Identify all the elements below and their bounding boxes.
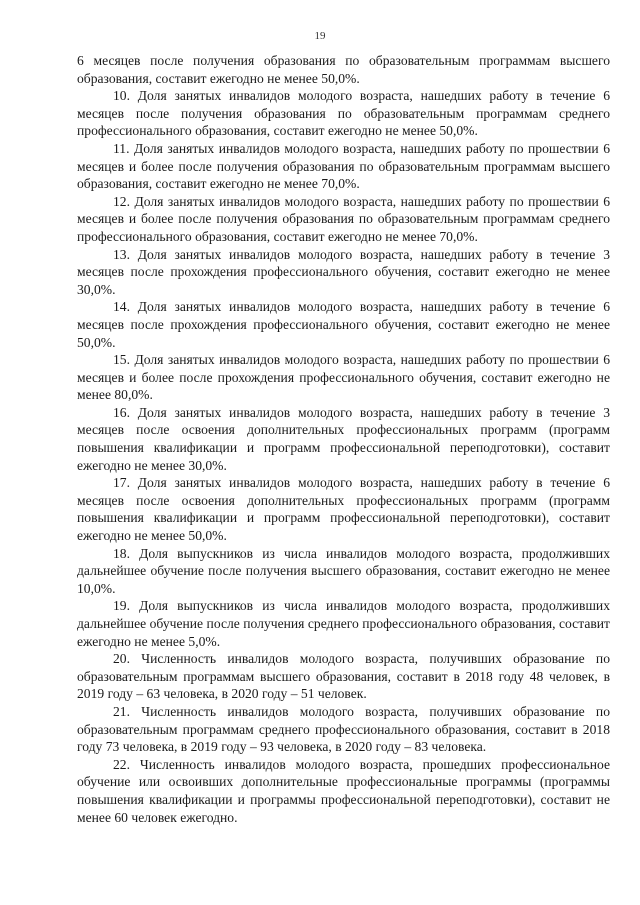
paragraph-item-21: 21. Численность инвалидов молодого возраста, получивших образование по образовательным программам среднего профессионального образования, составит в 2018 году 73 человека, в 2019 году – 93 человека, в 2020 году – 83 человека.: [77, 703, 610, 755]
paragraph-item-16: 16. Доля занятых инвалидов молодого возраста, нашедших работу в течение 3 месяцев после освоения дополнительных профессиональных программ (программ повышения квалификации и программ профессиональной переподготовки), составит ежегодно не менее 30,0%.: [77, 404, 610, 473]
paragraph-item-13: 13. Доля занятых инвалидов молодого возраста, нашедших работу в течение 3 месяцев после прохождения профессионального обучения, составит ежегодно не менее 30,0%.: [77, 246, 610, 297]
paragraph-continuation: 6 месяцев после получения образования по образовательным программам высшего образования, составит ежегодно не менее 50,0%.: [77, 53, 610, 86]
paragraph-item-18: 18. Доля выпускников из числа инвалидов молодого возраста, продолживших дальнейшее обучение после получения высшего образования, составит ежегодно не менее 10,0%.: [77, 545, 610, 596]
page-number: 19: [314, 30, 326, 42]
paragraph-item-20: 20. Численность инвалидов молодого возраста, получивших образование по образовательным программам высшего образования, составит в 2018 году 48 человек, в 2019 году – 63 человека, в 2020 году – 51 человек.: [77, 651, 610, 702]
paragraph-item-15: 15. Доля занятых инвалидов молодого возраста, нашедших работу по прошествии 6 месяцев и более после прохождения профессионального обучения, составит ежегодно не менее 80,0%.: [77, 352, 610, 403]
document-body: [77, 52, 610, 826]
paragraph-item-10: 10. Доля занятых инвалидов молодого возраста, нашедших работу в течение 6 месяцев после получения образования по образовательным программам среднего профессионального образования, составит ежегодно не менее 50,0%.: [77, 88, 610, 139]
paragraph-item-19: 19. Доля выпускников из числа инвалидов молодого возраста, продолживших дальнейшее обучение после получения среднего профессионального образования, составит ежегодно не менее 5,0%.: [77, 598, 610, 649]
paragraph-item-22: 22. Численность инвалидов молодого возраста, прошедших профессиональное обучение или освоивших дополнительные профессиональные программы (программы повышения квалификации и программы профессиональной переподготовки), составит не менее 60 человек ежегодно.: [77, 756, 610, 825]
paragraph-item-12: 12. Доля занятых инвалидов молодого возраста, нашедших работу по прошествии 6 месяцев и более после получения образования по образовательным программам среднего профессионального образования, составит ежегодно не менее 70,0%.: [77, 193, 610, 244]
paragraph-item-11: 11. Доля занятых инвалидов молодого возраста, нашедших работу по прошествии 6 месяцев и более после получения образования по образовательным программам высшего образования, составит ежегодно не менее 70,0%.: [77, 140, 610, 192]
paragraph-item-17: 17. Доля занятых инвалидов молодого возраста, нашедших работу в течение 6 месяцев после освоения дополнительных профессиональных программ (программ повышения квалификации и программ профессиональной переподготовки), составит ежегодно не менее 50,0%.: [77, 475, 610, 544]
paragraph-item-14: 14. Доля занятых инвалидов молодого возраста, нашедших работу в течение 6 месяцев после прохождения профессионального обучения, составит ежегодно не менее 50,0%.: [77, 299, 610, 350]
